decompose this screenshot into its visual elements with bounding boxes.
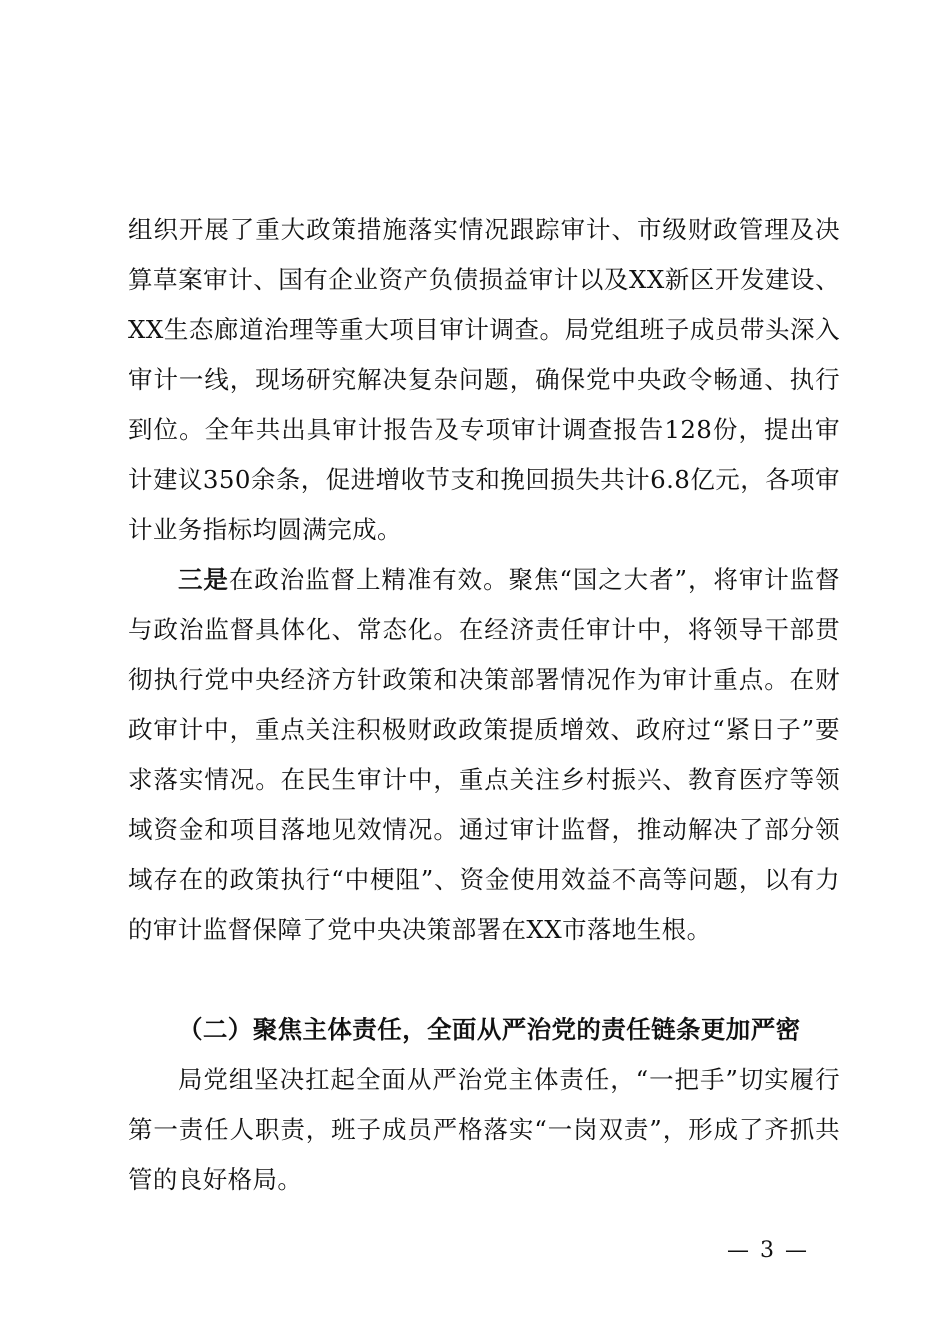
page-number: — 3 — [727,1238,809,1263]
paragraph-political-supervision [128,555,840,955]
paragraph-main-responsibility: 局党组坚决扛起全面从严治党主体责任，“一把手”切实履行第一责任人职责，班子成员严格落实“一岗双责”，形成了齐抓共管的良好格局。 [128,1064,840,1194]
section-heading: （二）聚焦主体责任，全面从严治党的责任链条更加严密 [178,1014,801,1044]
paragraph-body-text: 在政治监督上精准有效。聚焦“国之大者”，将审计监督与政治监督具体化、常态化。在经济责任审计中，将领导干部贯彻执行党中央经济方针政策和决策部署情况作为审计重点。在财政审计中，重点关注积极财政政策提质增效、政府过“紧日子”要求落实情况。在民生审计中，重点关注乡村振兴、教育医疗等领域资金和项目落地见效情况。通过审计监督，推动解决了部分领域存在的政策执行“中梗阻”、资金使用效益不高等问题，以有力的审计监督保障了党中央决策部署在XX市落地生根。 [128,564,840,944]
paragraph-audit-work: 组织开展了重大政策措施落实情况跟踪审计、市级财政管理及决算草案审计、国有企业资产负债损益审计以及XX新区开发建设、XX生态廊道治理等重大项目审计调查。局党组班子成员带头深入审计一线，现场研究解决复杂问题，确保党中央政令畅通、执行到位。全年共出具审计报告及专项审计调查报告128份，提出审计建议350余条，促进增收节支和挽回损失共计6.8亿元，各项审计业务指标均圆满完成。 [128,214,840,544]
paragraph-lead-label: 三是 [178,564,229,594]
